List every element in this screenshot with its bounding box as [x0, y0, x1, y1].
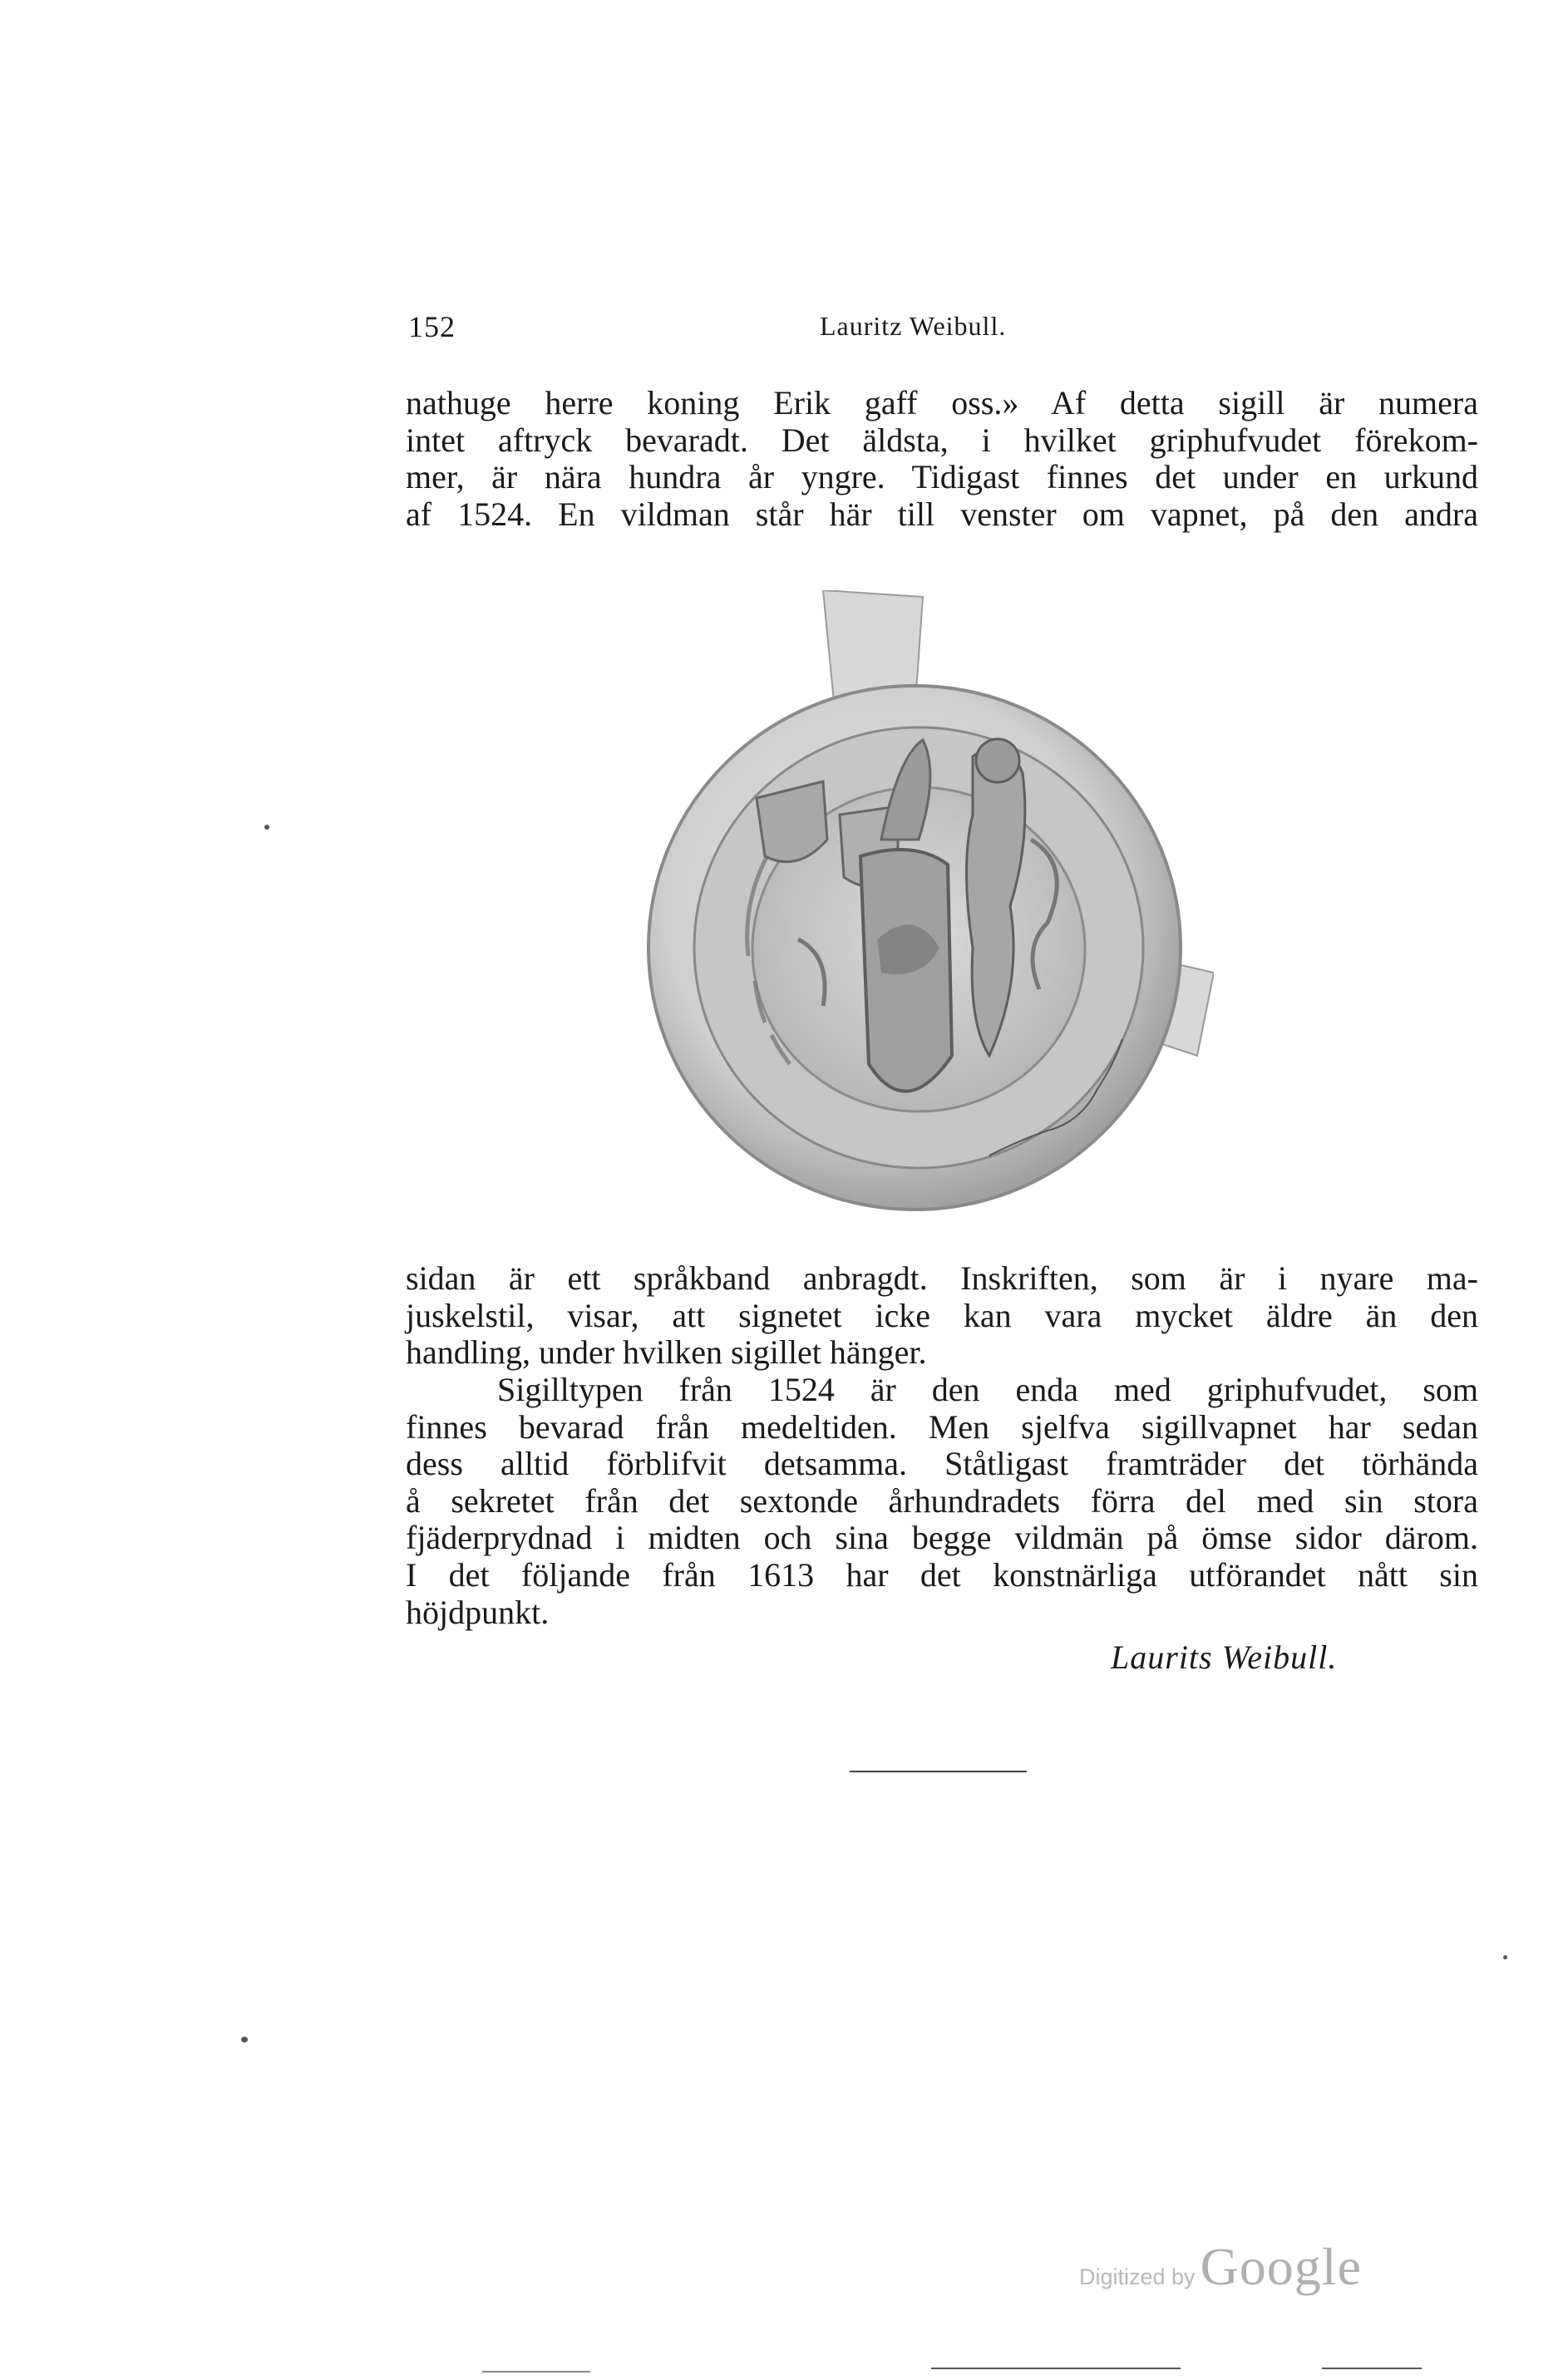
text-line: höjdpunkt. [406, 1593, 550, 1631]
scan-speck [241, 2037, 248, 2042]
paragraph-3 [406, 1372, 1478, 1631]
digitized-watermark [1079, 2236, 1362, 2303]
text-line: dess alltid förblifvit detsamma. Ståtligast framträder det törhända [406, 1445, 1478, 1483]
scan-speck [1503, 1955, 1507, 1959]
paragraph-2 [406, 1260, 1478, 1372]
wax-seal-icon [632, 590, 1214, 1230]
page-number: 152 [408, 310, 456, 343]
text-line: af 1524. En vildman står här till venster om vapnet, på den andra [406, 495, 1478, 533]
scan-edge-line [1322, 2368, 1422, 2369]
text-line: nathuge herre koning Erik gaff oss.» Af detta sigill är numera [406, 384, 1478, 421]
text-line: I det följande från 1613 har det konstnärliga utförandet nått sin [406, 1555, 1478, 1594]
watermark-brand: Google [1200, 2237, 1362, 2296]
section-divider [850, 1771, 1027, 1772]
text-line: intet aftryck bevaradt. Det äldsta, i hvilket griphufvudet förekom- [406, 421, 1478, 459]
text-line: Sigilltypen från 1524 är den enda med griphufvudet, som [497, 1371, 1478, 1408]
watermark-prefix: Digitized by [1079, 2264, 1196, 2289]
text-line: sidan är ett språkband anbragdt. Inskriften, som är i nyare ma- [406, 1259, 1478, 1297]
author-signature: Laurits Weibull. [1111, 1638, 1338, 1676]
text-line: finnes bevarad från medeltiden. Men sjelfva sigillvapnet har sedan [406, 1407, 1478, 1446]
text-line: mer, är nära hundra år yngre. Tidigast finnes det under en urkund [406, 458, 1478, 496]
scan-edge-line [931, 2368, 1181, 2369]
text-line: å sekretet från det sextonde århundradets förra del med sin stora [406, 1481, 1478, 1520]
running-head: Lauritz Weibull. [820, 311, 1007, 341]
paragraph-1 [406, 385, 1478, 533]
seal-illustration [632, 590, 1214, 1230]
scan-speck [264, 825, 269, 830]
scan-edge-line [482, 2371, 590, 2373]
page-header [0, 309, 1563, 359]
text-line: juskelstil, visar, att signetet icke kan vara mycket äldre än den [406, 1296, 1478, 1334]
text-line: fjäderprydnad i midten och sina begge vildmän på ömse sidor därom. [406, 1519, 1478, 1557]
text-line: handling, under hvilken sigillet hänger. [406, 1333, 927, 1372]
